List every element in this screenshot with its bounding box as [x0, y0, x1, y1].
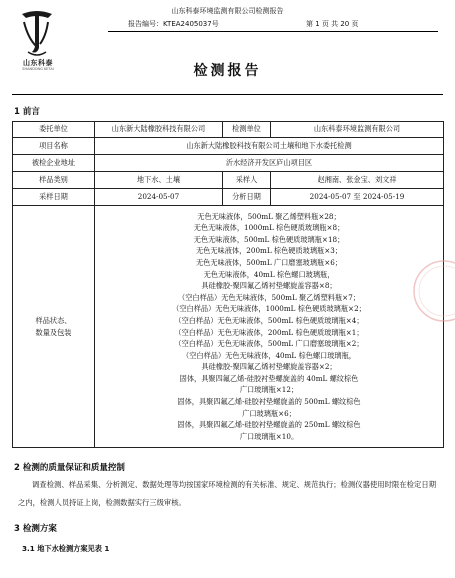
- table-row: [13, 138, 444, 155]
- sample-line: 无色无味液体，500mL 广口磨塞玻璃瓶×6；: [195, 257, 342, 267]
- sample-line: 无色无味液体，500mL 聚乙烯塑料瓶×28；: [197, 211, 341, 221]
- client-value: 山东新大陆橡胶科技有限公司: [95, 122, 223, 138]
- table-row: [13, 122, 444, 138]
- sample-line: 无色无味液体，500mL 棕色硬质玻璃瓶×18；: [193, 234, 345, 244]
- sample-line: （空白样品）无色无味液体，40mL 棕色螺口玻璃瓶，: [182, 350, 356, 360]
- sample-line: （空白样品）无色无味液体，500mL 广口磨塞玻璃瓶×2；: [174, 339, 364, 349]
- client-label: 委托单位: [13, 122, 95, 138]
- seal-stamp-icon: [408, 256, 455, 326]
- table-row: [13, 206, 444, 448]
- sample-type-label: 样品类别: [13, 172, 95, 189]
- section-2-heading: 2 检测的质量保证和质量控制: [14, 463, 125, 473]
- sample-line: 无色无味液体，200mL 棕色硬质玻璃瓶×3；: [195, 246, 342, 256]
- sample-line: （空白样品）无色无味液体，500mL 聚乙烯塑料瓶×7；: [178, 292, 360, 302]
- sample-line: 无色无味液体，1000mL 棕色硬质玻璃瓶×8；: [193, 223, 345, 233]
- testing-org-label: 检测单位: [223, 122, 271, 138]
- sampling-date-label: 采样日期: [13, 189, 95, 206]
- sample-line: 固体，具聚四氟乙烯-硅胶衬垫螺旋盖的 500mL 螺纹棕色: [177, 397, 361, 407]
- sample-line: 广口玻璃瓶×10。: [239, 431, 299, 441]
- document-title: 检测报告: [193, 63, 262, 79]
- section-3-1-heading: 3.1 地下水检测方案见表 1: [22, 544, 110, 553]
- analysis-date-value: 2024-05-07 至 2024-05-19: [271, 189, 444, 206]
- sample-type-value: 地下水、土壤: [95, 172, 223, 189]
- section-3-heading: 3 检测方案: [14, 524, 57, 534]
- address-value: 沂水经济开发区庐山项目区: [95, 155, 444, 172]
- sample-line: （空白样品）无色无味液体，200mL 棕色硬质玻璃瓶×1；: [174, 327, 364, 337]
- sample-line: 具硅橡胶-聚四氟乙烯衬垫螺旋盖容器×2；: [201, 362, 337, 372]
- sampling-date-value: 2024-05-07: [95, 189, 223, 206]
- sample-line: 固体，具聚四氟乙烯-硅胶衬垫螺旋盖的 40mL 螺纹棕色: [179, 373, 359, 383]
- page-number: 第 1 页 共 20 页: [306, 20, 359, 28]
- testing-org-value: 山东科泰环境监测有限公司: [271, 122, 444, 138]
- sample-line: （空白样品）无色无味液体，1000mL 棕色硬质玻璃瓶×2；: [172, 304, 366, 314]
- info-table: [12, 121, 444, 448]
- sample-line: 无色无味液体，40mL 棕色螺口玻璃瓶，: [203, 269, 335, 279]
- sampler-value: 赵湘南、张金宝、刘文祥: [271, 172, 444, 189]
- sample-line: 具硅橡胶-聚四氟乙烯衬垫螺旋盖容器×8；: [201, 281, 337, 291]
- section-1-heading: 1 前言: [14, 107, 40, 117]
- header-org-title: 山东科泰环境监测有限公司检测报告: [171, 7, 284, 15]
- samples-description: [95, 206, 444, 448]
- project-label: 项目名称: [13, 138, 95, 155]
- sample-line: 固体，具聚四氟乙烯-硅胶衬垫螺旋盖的 250mL 螺纹棕色: [177, 420, 361, 430]
- sample-line: （空白样品）无色无味液体，500mL 棕色硬质玻璃瓶×4；: [174, 315, 364, 325]
- report-number: 报告编号：KTEA2405037号: [128, 20, 219, 28]
- samples-label-line: 数量及包装: [35, 327, 72, 337]
- address-label: 被检企业地址: [13, 155, 95, 172]
- analysis-date-label: 分析日期: [223, 189, 271, 206]
- title-divider: [12, 94, 443, 95]
- logo-subtitle: SHANDONG KETAI: [22, 67, 54, 71]
- samples-label: [13, 206, 95, 448]
- table-row: [13, 172, 444, 189]
- project-value: 山东新大陆橡胶科技有限公司土壤和地下水委托检测: [95, 138, 444, 155]
- header-divider: [108, 31, 438, 32]
- samples-label-line: 样品状态、: [35, 315, 72, 325]
- sample-line: 广口玻璃瓶×6；: [242, 408, 296, 418]
- section-2-paragraph: 调查检测、样品采集、分析测定、数据处理等均按国家环境检测的有关标准、规定、规范执行；检测仪器使用时限在检定日期之内，检测人员持证上岗，检测数据实行三级审核。: [18, 480, 436, 507]
- sample-line: 广口玻璃瓶×12；: [239, 385, 299, 395]
- logo-name: 山东科泰: [23, 59, 53, 67]
- sampler-label: 采样人: [223, 172, 271, 189]
- table-row: [13, 189, 444, 206]
- table-row: [13, 155, 444, 172]
